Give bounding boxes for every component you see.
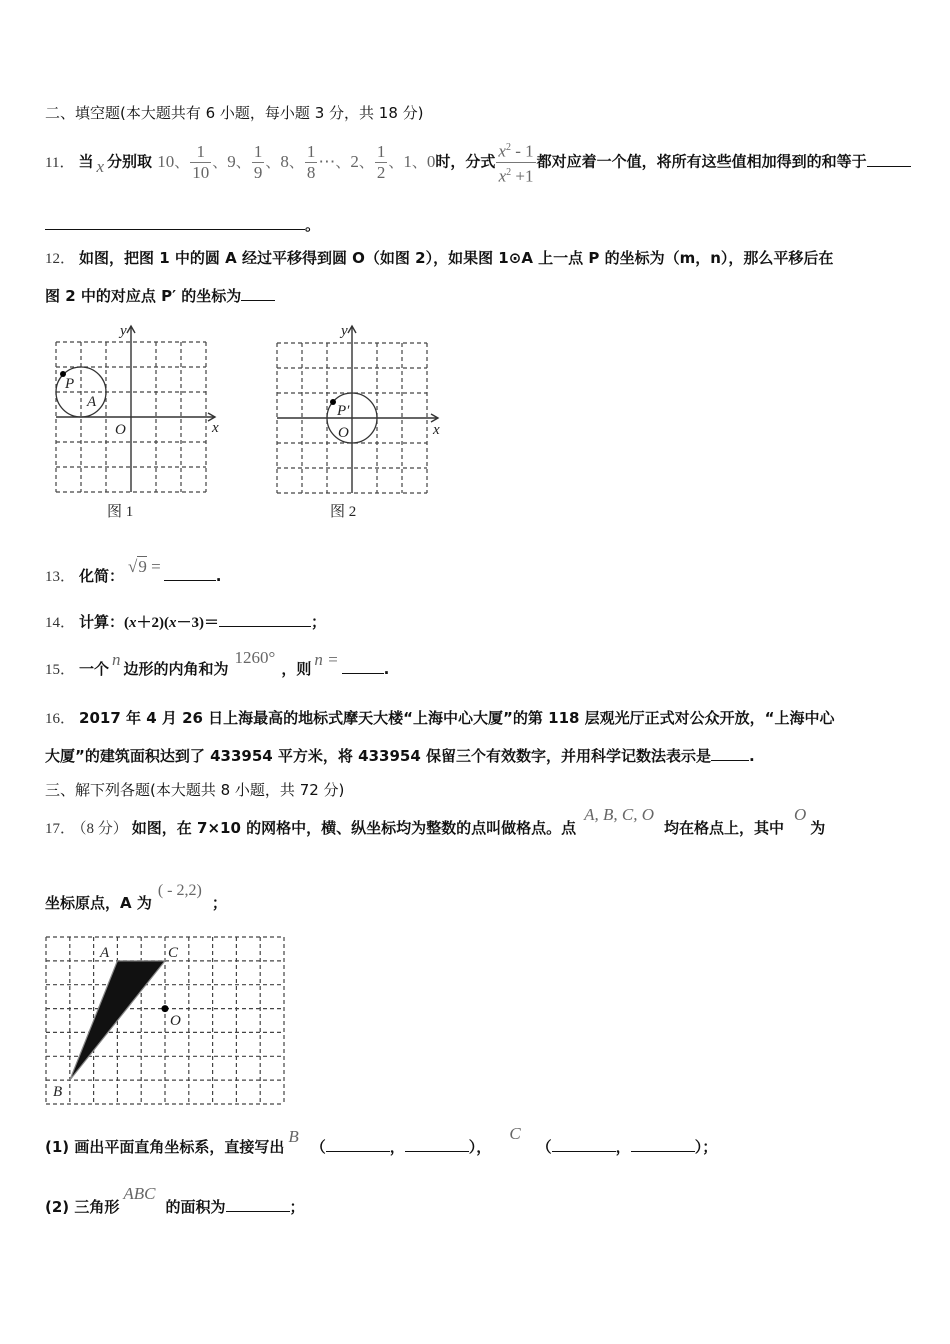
origin-label: O (338, 425, 349, 441)
radicand: 9 (138, 557, 147, 576)
q15-text-1: 一个 (79, 660, 110, 678)
q17-grid-figure (40, 930, 290, 1110)
separator: 、 (212, 154, 228, 171)
sub-1-point-b: B (288, 1127, 299, 1146)
q15-var-n: n (112, 650, 121, 669)
x-axis (277, 414, 438, 422)
seq-value: 8 (280, 151, 289, 171)
figure-2 (268, 318, 448, 528)
point-p-prime-label: P′ (337, 403, 350, 419)
question-13 (45, 557, 222, 587)
answer-blank (45, 215, 305, 230)
paren-open: （ (536, 1138, 552, 1156)
section-2-heading-text: 二、填空题(本大题共有 6 小题，每小题 3 分，共 18 分) (45, 104, 424, 122)
comma: ， (615, 1138, 631, 1156)
var: x (498, 141, 506, 161)
question-11-continued (45, 215, 320, 235)
sub-2-text: 的面积为 (165, 1198, 226, 1216)
paren-close-comma: ）， (468, 1138, 492, 1156)
triangle-abc (70, 961, 165, 1080)
q14-text: 计算： (79, 613, 125, 631)
q16-line-2: 大厦”的建筑面积达到了 433954 平方米，将 433954 保留三个有效数字，并用科学记数法表示是 (45, 747, 711, 765)
sub-2-triangle-abc: ABC (123, 1184, 156, 1203)
question-17 (45, 805, 826, 839)
denominator: 2 (376, 162, 386, 182)
denominator (496, 163, 535, 187)
q17-sub-1 (45, 1124, 718, 1157)
point-c-label: C (168, 945, 179, 961)
expr-part: ( (124, 615, 130, 631)
separator: 、 (265, 154, 281, 171)
answer-blank (631, 1137, 695, 1152)
q17-text-1: 如图，在 7×10 的网格中，横、纵坐标均为整数的点叫做格点。点 (131, 819, 577, 837)
denominator: 8 (306, 162, 316, 182)
seq-value: 0 (426, 151, 436, 171)
numerator: 1 (306, 141, 316, 161)
point-a-label: A (100, 945, 110, 961)
question-score: （8 分） (79, 821, 128, 837)
equals: = (146, 557, 161, 576)
question-number: 12． (45, 251, 76, 267)
q15-text-2: 边形的内角和为 (123, 660, 229, 678)
q17-text-2: 均在格点上，其中 (664, 819, 785, 837)
q11-text-3: 时，分式 (435, 152, 496, 171)
point-p-label: P (65, 376, 75, 392)
point-o-label: O (170, 1013, 181, 1029)
q17-origin-var: O (794, 805, 807, 824)
q15-var-n-equals: n = (314, 650, 339, 669)
separator: 、 (235, 154, 251, 171)
q15-end: . (383, 660, 390, 678)
answer-blank (226, 1197, 290, 1212)
question-number: 11． (45, 154, 75, 171)
y-axis-label: y (341, 323, 348, 339)
seq-fraction (252, 142, 265, 183)
answer-blank (164, 566, 216, 581)
separator: 、 (288, 154, 304, 171)
q12-line-2: 图 2 中的对应点 P′ 的坐标为 (45, 287, 242, 305)
numerator: 1 (253, 141, 263, 161)
answer-blank (405, 1137, 469, 1152)
sub-2-label: (2) 三角形 (45, 1198, 120, 1216)
q11-rational-expression (496, 138, 535, 186)
sub-1-point-c: C (509, 1124, 521, 1143)
separator: 、 (358, 154, 374, 171)
rest: - 1 (510, 141, 534, 161)
y-axis-label: y (120, 323, 127, 339)
q17-line-2: 坐标原点，A 为 (45, 894, 152, 912)
q17-points: A, B, C, O (584, 805, 654, 824)
point-p-prime-dot (330, 399, 336, 405)
question-number: 13． (45, 569, 76, 585)
numerator: 1 (376, 141, 386, 161)
rest: +1 (511, 166, 534, 186)
separator: 、 (174, 154, 190, 171)
question-number: 17． (45, 821, 76, 837)
q17-end: ； (211, 894, 227, 912)
section-3-heading (45, 780, 344, 800)
exponent: 2 (505, 142, 511, 153)
q13-end: . (215, 567, 222, 585)
q14-expression (124, 613, 219, 631)
question-12 (45, 248, 833, 269)
denominator: 10 (192, 162, 210, 182)
expr-var: x (169, 615, 177, 631)
q11-end: 。 (305, 216, 321, 234)
point-o-dot (162, 1005, 169, 1012)
question-15 (45, 648, 390, 680)
q11-text-1: 当 (78, 152, 94, 171)
question-17-continued (45, 882, 227, 914)
q11-variable-x: x (96, 156, 105, 176)
q16-line-1: 2017 年 4 月 26 日上海最高的地标式摩天大楼“上海中心大厦”的第 118 层观光厅正式对公众开放，“上海中心 (79, 709, 835, 727)
seq-value: 2 (350, 151, 359, 171)
denominator: 9 (253, 162, 263, 182)
separator: 、 (335, 154, 351, 171)
q12-line-1: 如图，把图 1 中的圆 A 经过平移得到圆 O（如图 2），如果图 1⊙A 上一点 P 的坐标为（m，n），那么平移后在 (79, 249, 834, 267)
answer-blank (326, 1137, 390, 1152)
q17-text-3: 为 (810, 819, 826, 837)
q11-text-4: 都对应着一个值，将所有这些值相加得到的和等于 (536, 152, 867, 171)
section-3-heading-text: 三、解下列各题(本大题共 8 小题，共 72 分) (45, 781, 345, 799)
seq-fraction (305, 142, 318, 183)
separator: 、 (411, 154, 427, 171)
figure-2-caption: 图 2 (330, 504, 357, 520)
seq-fraction (375, 142, 388, 183)
question-number: 14． (45, 615, 76, 631)
expr-part: －3)＝ (176, 615, 220, 631)
x-axis-label: x (212, 420, 219, 436)
x-axis-label: x (433, 422, 440, 438)
grid-lines (46, 937, 284, 1104)
seq-value: 1 (403, 151, 412, 171)
seq-fraction (190, 142, 211, 183)
comma: ， (389, 1138, 405, 1156)
separator: 、 (388, 154, 404, 171)
question-16 (45, 708, 835, 729)
question-14 (45, 612, 326, 633)
sqrt-icon: √ (128, 557, 138, 576)
q16-end: . (749, 747, 755, 765)
expr-var: x (129, 615, 137, 631)
answer-blank (711, 746, 749, 761)
point-b-label: B (53, 1084, 63, 1100)
seq-value: 10 (157, 151, 175, 171)
sub-2-end: ； (289, 1198, 305, 1216)
question-16-continued (45, 746, 755, 766)
figure-1-caption: 图 1 (107, 504, 134, 520)
answer-blank (552, 1137, 616, 1152)
sub-1-label: (1) 画出平面直角坐标系，直接写出 (45, 1138, 285, 1156)
question-12-continued (45, 286, 275, 306)
question-11 (45, 138, 911, 186)
center-a-label: A (87, 394, 97, 410)
answer-blank (241, 286, 275, 301)
q14-end: ； (311, 613, 327, 631)
origin-label: O (115, 422, 126, 438)
q13-text: 化简： (79, 567, 125, 585)
paren-close-semicolon: ）； (694, 1138, 718, 1156)
q13-math (128, 557, 161, 576)
question-number: 16． (45, 711, 76, 727)
q11-value-sequence (157, 141, 436, 182)
q15-angle: 1260° (234, 648, 276, 667)
answer-blank (342, 659, 384, 674)
figure-1 (45, 318, 225, 528)
numerator (496, 138, 535, 163)
seq-value: 9 (227, 151, 236, 171)
q11-text-2: 分别取 (107, 152, 153, 171)
numerator: 1 (190, 142, 211, 163)
q17-coord-a: ( - 2,2) (157, 882, 202, 899)
q15-text-3: ，则 (281, 660, 312, 678)
exponent: 2 (506, 166, 512, 178)
answer-blank (219, 612, 311, 627)
var: x (498, 166, 507, 186)
answer-blank (867, 152, 911, 167)
question-number: 15． (45, 662, 76, 678)
section-2-heading (45, 103, 424, 123)
q17-sub-2 (45, 1184, 305, 1217)
paren-open: （ (310, 1138, 326, 1156)
seq-ellipsis: ⋯ (318, 151, 336, 171)
expr-part: ＋2)( (136, 615, 170, 631)
